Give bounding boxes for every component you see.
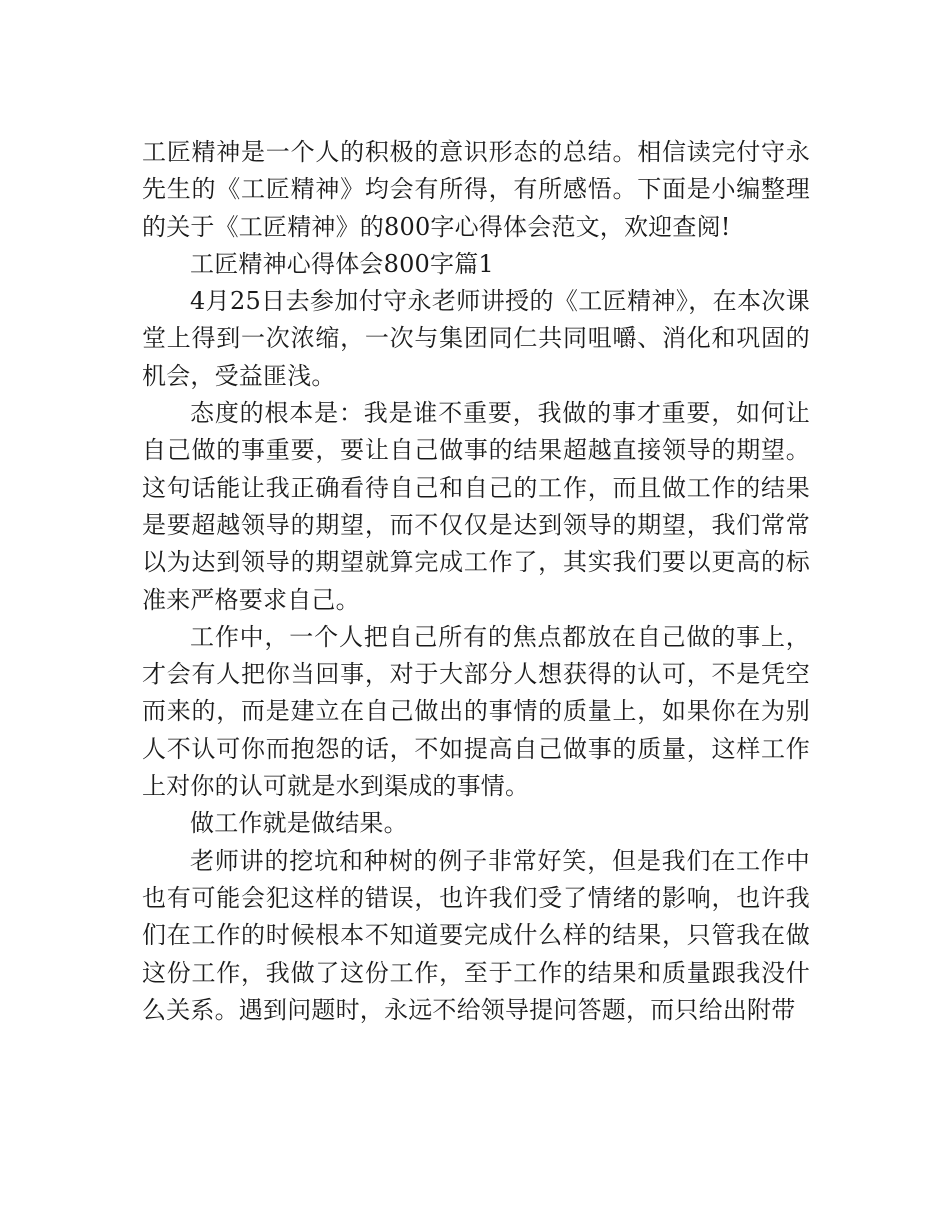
- body-paragraph-3: 工作中，一个人把自己所有的焦点都放在自己做的事上，才会有人把你当回事，对于大部分人想获得的认可，不是凭空而来的，而是建立在自己做出的事情的质量上，如果你在为别人不认可你而抱怨的话，不如提高自己做事的质量，这样工作上对你的认可就是水到渠成的事情。: [142, 622, 810, 801]
- body-paragraph-1: 4月25日去参加付守永老师讲授的《工匠精神》，在本次课堂上得到一次浓缩，一次与集团同仁共同咀嚼、消化和巩固的机会，受益匪浅。: [142, 287, 810, 390]
- document-page: [142, 134, 810, 1029]
- body-paragraph-5: 老师讲的挖坑和种树的例子非常好笑，但是我们在工作中也有可能会犯这样的错误，也许我们受了情绪的影响，也许我们在工作的时候根本不知道要完成什么样的结果，只管我在做这份工作，我做了这份工作，至于工作的结果和质量跟我没什么关系。遇到问题时，永远不给领导提问答题，而只给出附带: [142, 846, 810, 1024]
- body-paragraph-2: 态度的根本是：我是谁不重要，我做的事才重要，如何让自己做的事重要，要让自己做事的结果超越直接领导的期望。这句话能让我正确看待自己和自己的工作，而且做工作的结果是要超越领导的期望，而不仅仅是达到领导的期望，我们常常以为达到领导的期望就算完成工作了，其实我们要以更高的标准来严格要求自己。: [142, 399, 810, 614]
- section-heading: 工匠精神心得体会800字篇1: [190, 249, 494, 278]
- body-paragraph-4: 做工作就是做结果。: [190, 809, 408, 838]
- intro-paragraph: 工匠精神是一个人的积极的意识形态的总结。相信读完付守永先生的《工匠精神》均会有所得，有所感悟。下面是小编整理的关于《工匠精神》的800字心得体会范文，欢迎查阅!: [142, 138, 810, 241]
